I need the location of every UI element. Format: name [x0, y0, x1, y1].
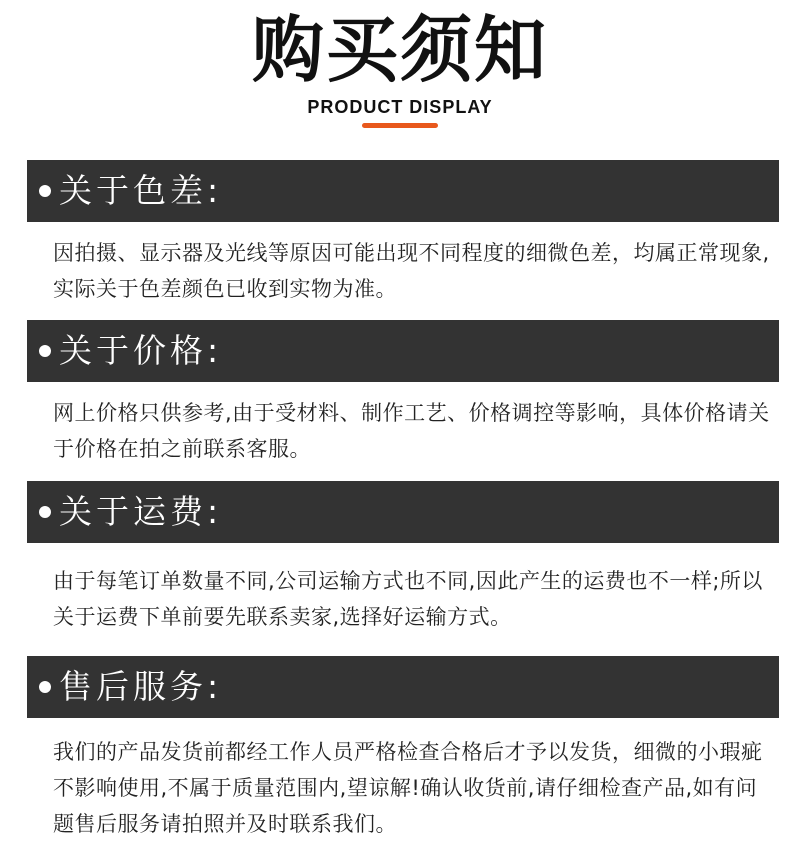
section-title: 售后服务: — [59, 667, 223, 706]
bullet-dot-icon — [39, 506, 51, 518]
bullet-dot-icon — [39, 681, 51, 693]
section-header-bar — [27, 320, 779, 382]
page-title: 购买须知 — [251, 8, 548, 92]
section-header-bar — [27, 481, 779, 543]
page-header — [0, 0, 800, 140]
section-body: 网上价格只供参考,由于受材料、制作工艺、价格调控等影响，具体价格请关于价格在拍之前联系客服。 — [53, 401, 770, 461]
title-accent-underline — [362, 123, 438, 128]
page-subtitle: PRODUCT DISPLAY — [307, 97, 493, 117]
section-title: 关于运费: — [59, 492, 223, 531]
section-title: 关于色差: — [59, 171, 223, 210]
section-body: 由于每笔订单数量不同,公司运输方式也不同,因此产生的运费也不一样;所以关于运费下单前要先联系卖家,选择好运输方式。 — [53, 569, 763, 629]
section-title: 关于价格: — [59, 331, 223, 370]
section-header-bar — [27, 160, 779, 222]
section-body: 因拍摄、显示器及光线等原因可能出现不同程度的细微色差，均属正常现象,实际关于色差颜色已收到实物为准。 — [53, 241, 770, 301]
section-body: 我们的产品发货前都经工作人员严格检查合格后才予以发货，细微的小瑕疵不影响使用,不属于质量范围内,望谅解!确认收货前,请仔细检查产品,如有问题售后服务请拍照并及时联系我们。 — [53, 740, 763, 836]
bullet-dot-icon — [39, 345, 51, 357]
bullet-dot-icon — [39, 185, 51, 197]
section-header-bar — [27, 656, 779, 718]
